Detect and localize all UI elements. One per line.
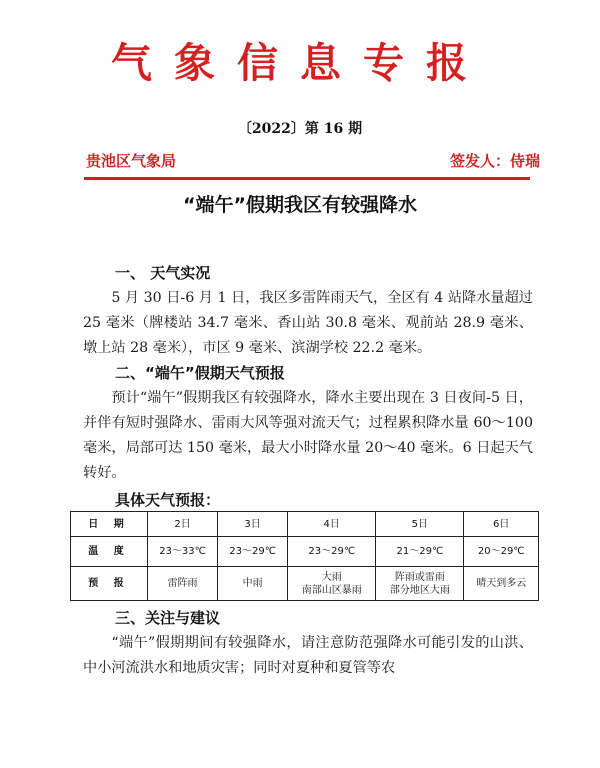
date-cell: 2日 [148,512,218,537]
issue-number: 〔2022〕第 16 期 [237,121,363,137]
date-cell: 5日 [376,512,464,537]
weather-line: 阵雨或雷雨 [394,571,445,583]
table-row [71,567,539,601]
weather-cell [218,567,288,601]
date-cell: 6日 [464,512,539,537]
masthead-title: 气象信息专报 [111,39,489,87]
issuing-agency: 贵池区气象局 [86,152,177,170]
weather-label: 预 报 [71,567,148,601]
section-heading-advice: 三、关注与建议 [115,609,221,627]
section-heading-observations: 一、 天气实况 [115,264,211,282]
temperature-cell: 21～29℃ [376,537,464,567]
temperature-cell: 23～33℃ [148,537,218,567]
weather-line: 雷阵雨 [167,578,198,589]
temperature-label: 温 度 [71,537,148,567]
date-cell: 4日 [288,512,376,537]
red-divider [84,177,530,180]
date-label: 日 期 [71,512,148,537]
weather-cell [288,567,376,601]
table-row [71,512,539,537]
weather-line: 晴天到多云 [476,578,527,589]
temperature-cell: 23～29℃ [288,537,376,567]
headline: “端午”假期我区有较强降水 [183,194,417,216]
signer: 签发人：侍瑞 [449,152,540,170]
weather-cell [376,567,464,601]
weather-cell [464,567,539,601]
paragraph: “端午”假期期间有较强降水，请注意防范强降水可能引发的山洪、中小河流洪水和地质灾害；同时对夏种和夏管等农 [83,635,533,676]
section-body-advice [83,631,533,681]
section-body-forecast [83,386,533,486]
weather-line: 中雨 [242,578,263,589]
section-body-observations [83,286,533,361]
section-heading-forecast: 二、“端午”假期天气预报 [115,364,285,382]
weather-line: 大雨 [321,571,342,583]
table-caption: 具体天气预报： [115,491,221,509]
temperature-cell: 20～29℃ [464,537,539,567]
weather-line: 南部山区暴雨 [301,584,362,596]
weather-line: 部分地区大雨 [389,584,450,596]
forecast-table [70,511,539,601]
paragraph: 5 月 30 日-6 月 1 日，我区多雷阵雨天气，全区有 4 站降水量超过 25 毫米（牌楼站 34.7 毫米、香山站 30.8 毫米、观前站 28.9 毫米、墩上站 28 毫米），市区 9 毫米、滨湖学校 22.2 毫米。 [83,290,533,356]
weather-cell [148,567,218,601]
paragraph: 预计“端午”假期我区有较强降水，降水主要出现在 3 日夜间-5 日，并伴有短时强降水、雷雨大风等强对流天气；过程累积降水量 60～100 毫米，局部可达 150 毫米，最大小时降水量 20～40 毫米。6 日起天气转好。 [83,390,533,481]
date-cell: 3日 [218,512,288,537]
temperature-cell: 23～29℃ [218,537,288,567]
table-row [71,537,539,567]
